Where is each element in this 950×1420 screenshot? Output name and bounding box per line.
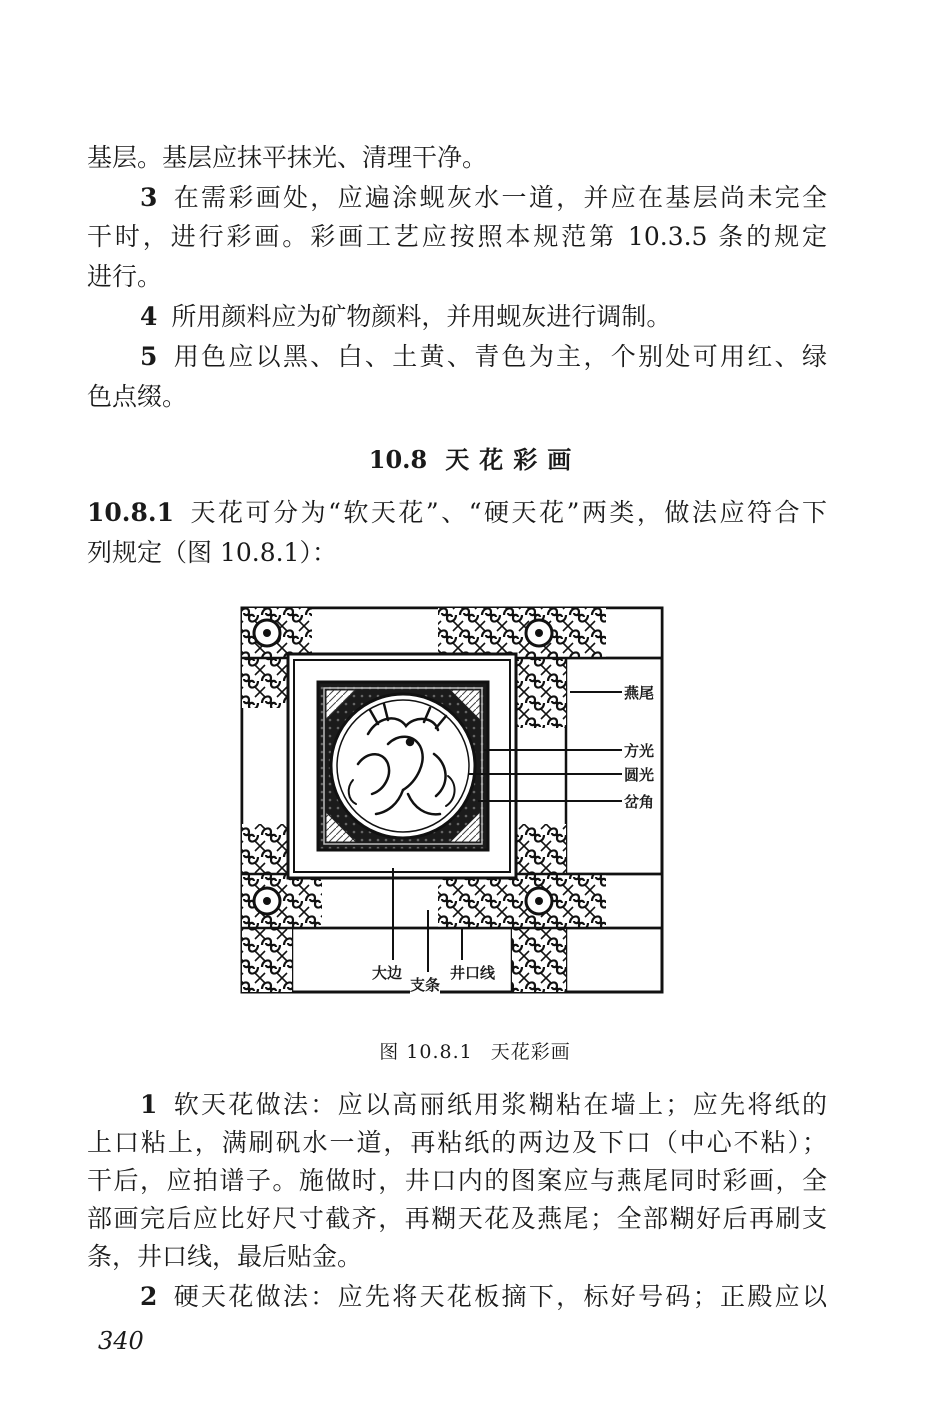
label-jingkouxian: 井口线	[450, 964, 496, 982]
paragraph-line	[140, 1282, 827, 1312]
section-title: 天花彩画	[445, 445, 582, 474]
clause-text: 天花可分为“软天花”、“硬天花”两类，做法应符合下	[188, 498, 827, 527]
label-yuanguang: 圆光	[624, 766, 655, 784]
label-fangguang: 方光	[624, 742, 655, 760]
paragraph-line: 条，井口线，最后贴金。	[87, 1242, 363, 1271]
item-number: 2	[140, 1282, 158, 1311]
item-text: 硬天花做法：应先将天花板摘下，标好号码；正殿应以	[171, 1282, 827, 1311]
item-number: 3	[140, 183, 158, 212]
yuanguang-circle	[331, 694, 475, 838]
clause-line: 列规定（图 10.8.1）：	[87, 538, 337, 567]
caption-number: 图 10.8.1	[379, 1041, 473, 1063]
ceiling-diagram	[238, 604, 670, 994]
paragraph-line: 干后，应拍谱子。施做时，井口内的图案应与燕尾同时彩画，全	[87, 1166, 827, 1195]
paragraph-line	[140, 1090, 827, 1120]
paragraph-line: 基层。基层应抹平抹光、清理干净。	[87, 143, 488, 172]
caption-title: 天花彩画	[490, 1041, 571, 1063]
paragraph-line: 色点缀。	[87, 382, 188, 411]
section-heading	[0, 440, 950, 475]
paragraph-line: 干时，进行彩画。彩画工艺应按照本规范第 10.3.5 条的规定	[87, 222, 827, 251]
paragraph-line	[140, 302, 827, 332]
paragraph-line	[140, 183, 827, 213]
label-yanwei: 燕尾	[624, 684, 655, 702]
item-text: 所用颜料应为矿物颜料，并用蚬灰进行调制。	[171, 302, 672, 331]
item-number: 5	[140, 342, 158, 371]
paragraph-line	[140, 342, 827, 372]
page-number: 340	[98, 1327, 144, 1355]
item-text: 软天花做法：应以高丽纸用浆糊粘在墙上；应先将纸的	[171, 1090, 827, 1119]
label-zhitiao: 支条	[410, 976, 441, 994]
ceiling-painting-figure	[238, 604, 670, 998]
item-number: 1	[140, 1090, 158, 1119]
clause-line	[87, 498, 827, 528]
section-number: 10.8	[368, 445, 428, 474]
item-text: 在需彩画处，应遍涂蚬灰水一道，并应在基层尚未完全	[171, 183, 827, 212]
label-dabian: 大边	[372, 964, 403, 982]
paragraph-line: 进行。	[87, 262, 163, 291]
paragraph-line: 上口粘上，满刷矾水一道，再粘纸的两边及下口（中心不粘）；	[87, 1128, 827, 1157]
figure-caption	[0, 1037, 950, 1064]
paragraph-line: 部画完后应比好尺寸截齐，再糊天花及燕尾；全部糊好后再刷支	[87, 1204, 827, 1233]
label-chajiao: 岔角	[624, 793, 655, 811]
clause-number: 10.8.1	[87, 498, 174, 527]
item-text: 用色应以黑、白、土黄、青色为主，个别处可用红、绿	[171, 342, 827, 371]
item-number: 4	[140, 302, 158, 331]
